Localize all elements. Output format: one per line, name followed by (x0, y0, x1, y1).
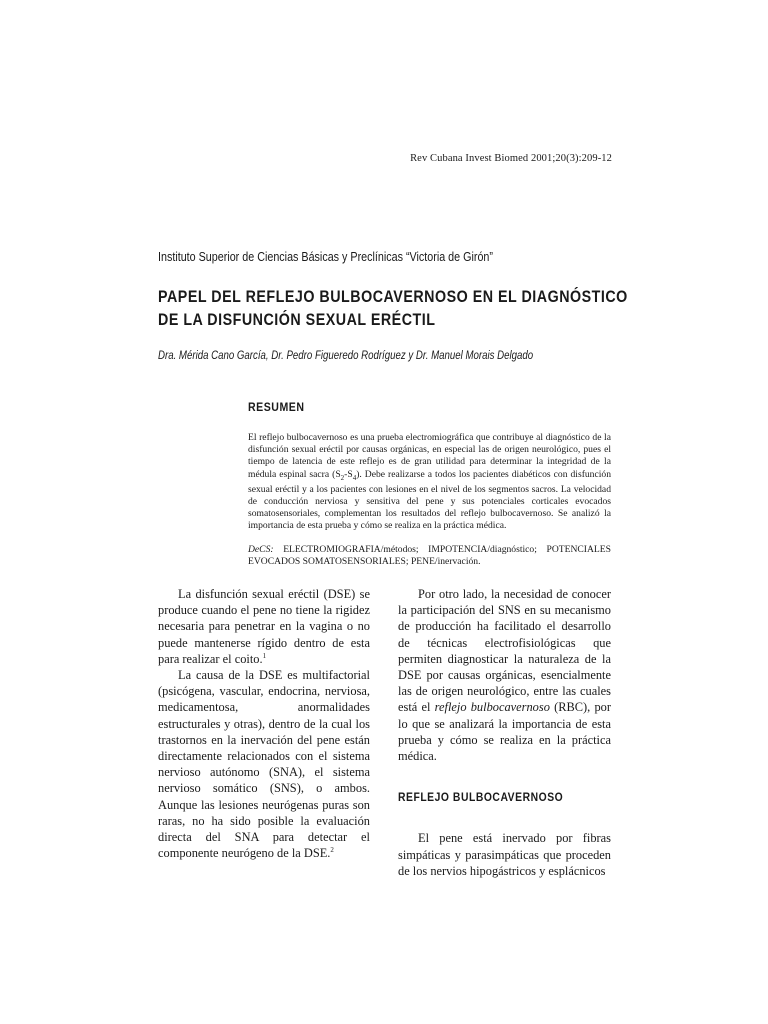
paragraph-text: (RBC), por lo que se analizará la importancia de esta prueba y cómo se realiza en la práctica médica. (398, 700, 611, 764)
body-paragraph (398, 586, 611, 764)
abstract-dash: -S (344, 468, 353, 480)
decs-label: DeCS: (248, 544, 274, 555)
abstract-heading: RESUMEN (248, 400, 305, 414)
abstract-subscript-2: 4 (352, 473, 357, 482)
decs-keywords (248, 544, 611, 568)
article-title (158, 285, 628, 331)
paragraph-text: Por otro lado, la necesidad de conocer la participación del SNS en su mecanismo de producción ha facilitado el desarrollo de técnicas electrofisiológicas que permiten diagnosticar la naturaleza de la DSE por causas orgánicas, esencialmente las de origen neurológico, entre las cuales está el (398, 587, 611, 715)
reference-marker: 1 (262, 651, 267, 660)
body-column-left (158, 586, 370, 861)
body-paragraph (398, 830, 611, 879)
abstract-text-part-1: El reflejo bulbocavernoso es una prueba electromiográfica que contribuye al diagnóstico de la disfunción sexual eréctil por causas orgánicas, en especial las de origen neurológico, pues el tiempo de latencia de este reflejo es de gran utilidad para determinar la integridad de la médula espinal sacra (S (248, 432, 611, 480)
emphasized-term: reflejo bulbocavernoso (434, 700, 550, 715)
journal-citation: Rev Cubana Invest Biomed 2001;20(3):209-12 (410, 153, 612, 164)
body-column-right (398, 586, 611, 879)
body-paragraph (158, 667, 370, 861)
section-heading: REFLEJO BULBOCAVERNOSO (398, 792, 564, 805)
institution-affiliation: Instituto Superior de Ciencias Básicas y Preclínicas “Victoria de Girón” (158, 250, 493, 264)
paragraph-text: La causa de la DSE es multifactorial (psicógena, vascular, endocrina, nerviosa, medicamentosa, anormalidades estructurales y otras), dentro de la cual los trastornos en la inervación del pene están directamente relacionados con el sistema nervioso autónomo (SNA), el sistema nervioso somático (SNS), o ambos. Aunque las lesiones neurógenas puras son raras, no ha sido posible la evaluación directa del SNA para detectar el componente neurógeno de la DSE. (158, 668, 370, 861)
article-title-line-2: DE LA DISFUNCIÓN SEXUAL ERÉCTIL (158, 310, 436, 329)
decs-terms: ELECTROMIOGRAFIA/métodos; IMPOTENCIA/diagnóstico; POTENCIALES EVOCADOS SOMATOSENSORIALES; PENE/inervación. (248, 544, 611, 568)
body-paragraph (158, 586, 370, 667)
abstract-subscript-1: 2 (340, 473, 345, 482)
paragraph-text: El pene está inervado por fibras simpáticas y parasimpáticas que proceden de los nervios hipogástricos y esplácnicos (398, 831, 611, 878)
author-list: Dra. Mérida Cano García, Dr. Pedro Figueredo Rodríguez y Dr. Manuel Morais Delgado (158, 350, 534, 362)
paragraph-text: La disfunción sexual eréctil (DSE) se produce cuando el pene no tiene la rigidez necesaria para penetrar en la vagina o no puede mantenerse rígido dentro de esta para realizar el coito. (158, 587, 370, 666)
article-title-line-1: PAPEL DEL REFLEJO BULBOCAVERNOSO EN EL DIAGNÓSTICO (158, 287, 628, 306)
abstract-text (248, 432, 611, 533)
reference-marker: 2 (330, 846, 334, 855)
abstract-text-part-2: ). Debe realizarse a todos los pacientes diabéticos con disfunción sexual eréctil y a los pacientes con lesiones en el nivel de los segmentos sacros. La velocidad de conducción nerviosa y sensitiva del pene y sus potenciales corticales evocados somatosensoriales, complementan los resultados del reflejo bulbocavernoso. Se analizó la importancia de esta prueba y cómo se realiza en la práctica médica. (248, 468, 612, 532)
